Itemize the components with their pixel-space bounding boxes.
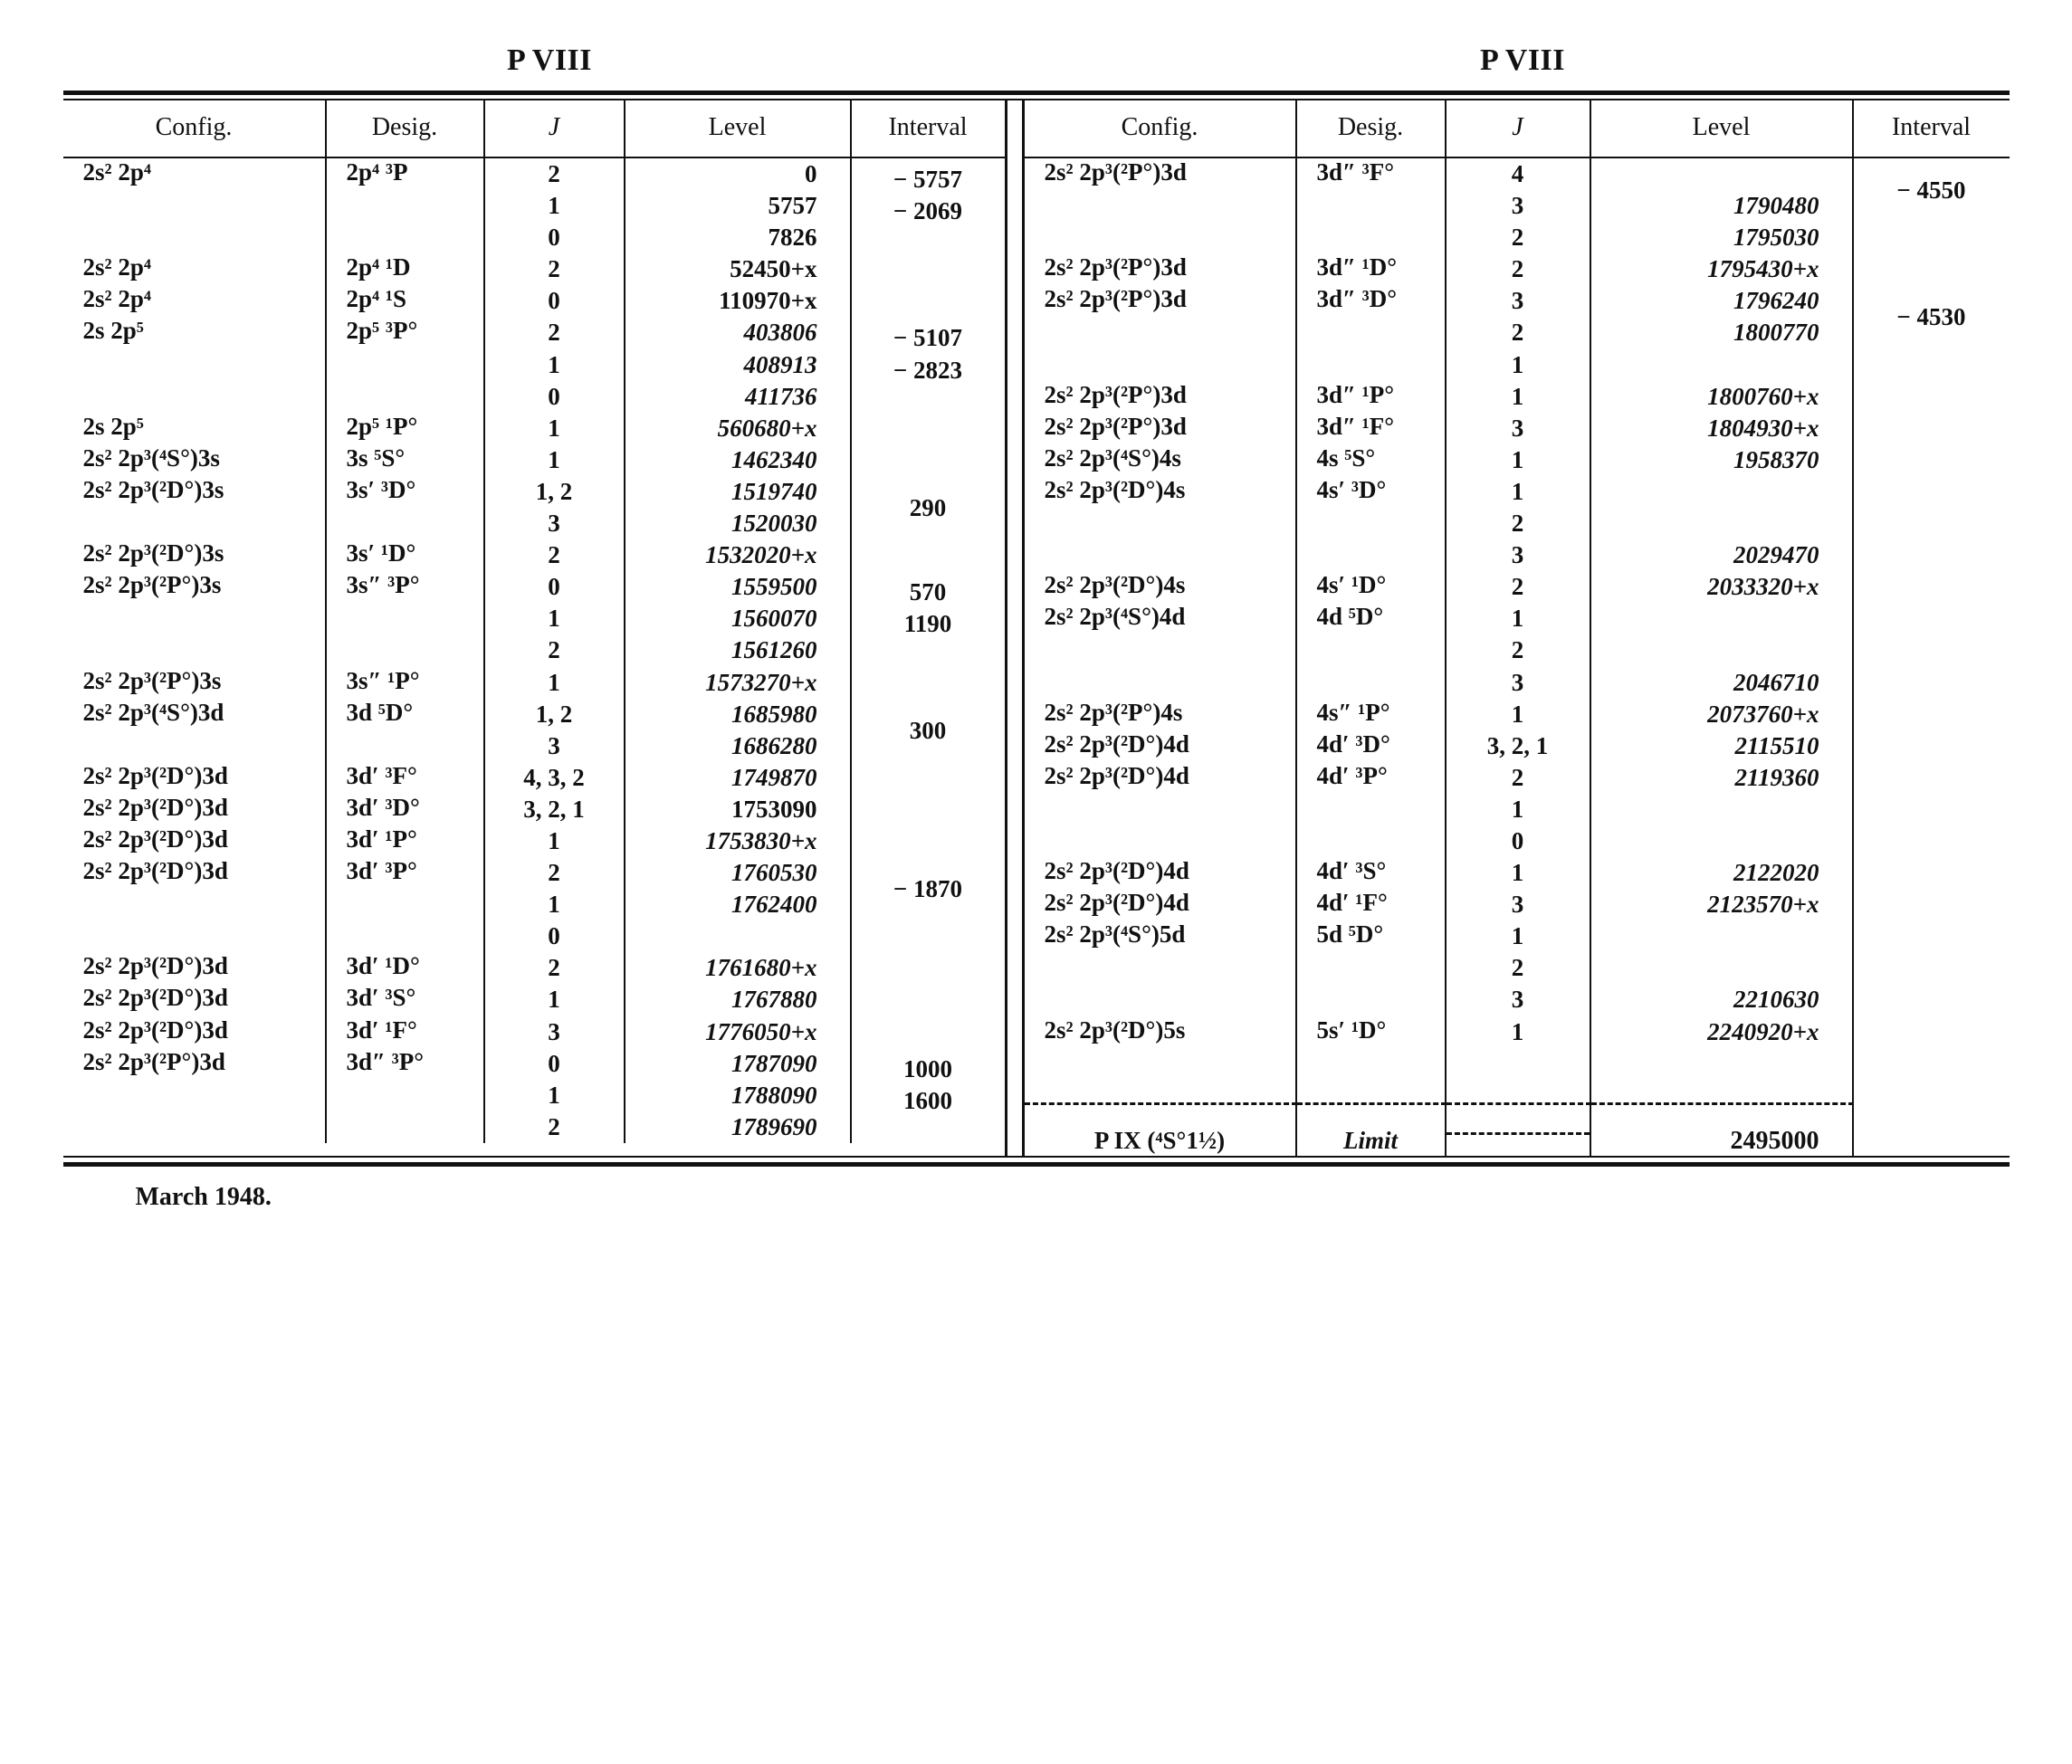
top-rule-thick bbox=[63, 91, 2010, 95]
cell-interval bbox=[851, 762, 1005, 794]
cell-level: 2073760+x bbox=[1590, 699, 1853, 730]
cell-config: 2s² 2p³(²D°)3d bbox=[63, 825, 326, 857]
cell-interval bbox=[1853, 889, 2010, 920]
cell-j: 2 1 0 bbox=[484, 857, 625, 952]
title-left bbox=[63, 43, 1036, 78]
table-row bbox=[1025, 444, 2010, 476]
cell-level: 403806 408913 411736 bbox=[625, 317, 851, 412]
cell-config: 2s² 2p³(⁴S°)3d bbox=[63, 699, 326, 762]
cell-level: 1787090 1788090 1789690 bbox=[625, 1048, 851, 1143]
cell-desig: 4d′ ¹F° bbox=[1296, 889, 1446, 920]
cell-desig: 3d″ ³P° bbox=[326, 1048, 484, 1143]
cell-desig: 3d′ ¹P° bbox=[326, 825, 484, 857]
cell-interval: 290 bbox=[851, 476, 1005, 539]
cell-desig: 3d′ ³D° bbox=[326, 794, 484, 825]
limit-desig: Limit bbox=[1296, 1103, 1446, 1156]
cell-level: 1753830+x bbox=[625, 825, 851, 857]
cell-level: 1532020+x bbox=[625, 539, 851, 571]
cell-desig: 2p⁴ ¹S bbox=[326, 285, 484, 317]
table-row bbox=[1025, 476, 2010, 571]
table-row bbox=[63, 157, 1005, 253]
header-config: Config. bbox=[63, 100, 326, 157]
table-row bbox=[63, 952, 1005, 984]
cell-desig: 4s′ ¹D° bbox=[1296, 571, 1446, 603]
cell-interval bbox=[1853, 1016, 2010, 1048]
cell-interval: − 4530 bbox=[1853, 285, 2010, 380]
footer-date-text: March 1948. bbox=[135, 1182, 272, 1211]
cell-j: 2 bbox=[484, 253, 625, 285]
cell-j: 0 1 2 bbox=[484, 1048, 625, 1143]
cell-j: 1 bbox=[484, 984, 625, 1015]
table-row bbox=[1025, 857, 2010, 889]
cell-config: 2s² 2p³(²P°)3d bbox=[1025, 381, 1296, 413]
table-row bbox=[63, 762, 1005, 794]
cell-interval bbox=[851, 1016, 1005, 1048]
right-table-wrapper bbox=[1025, 100, 2010, 1156]
cell-interval bbox=[851, 413, 1005, 444]
cell-j: 3 2 1 bbox=[1446, 285, 1590, 380]
cell-j: 1 bbox=[484, 825, 625, 857]
cell-config: 2s² 2p³(²D°)4d bbox=[1025, 730, 1296, 762]
cell-j: 1 bbox=[1446, 1016, 1590, 1048]
cell-j: 4, 3, 2 bbox=[484, 762, 625, 794]
header-desig: Desig. bbox=[326, 100, 484, 157]
cell-j: 2 1 0 bbox=[484, 317, 625, 412]
cell-interval bbox=[1853, 730, 2010, 762]
cell-interval bbox=[851, 539, 1005, 571]
cell-config: 2s² 2p³(²D°)4d bbox=[1025, 889, 1296, 920]
cell-interval: − 4550 bbox=[1853, 157, 2010, 253]
cell-j: 1 bbox=[1446, 444, 1590, 476]
left-table-body bbox=[63, 157, 1005, 1143]
cell-level: 2115510 bbox=[1590, 730, 1853, 762]
footer-date bbox=[63, 1167, 2010, 1212]
right-table-body bbox=[1025, 157, 2010, 1156]
table-row bbox=[1025, 253, 2010, 285]
cell-j: 3 bbox=[484, 1016, 625, 1048]
cell-j: 1 bbox=[1446, 699, 1590, 730]
cell-desig: 5s′ ¹D° bbox=[1296, 1016, 1446, 1048]
cell-level: 2119360 bbox=[1590, 762, 1853, 857]
table-row bbox=[1025, 381, 2010, 413]
cell-desig: 2p⁴ ³P bbox=[326, 157, 484, 253]
cell-j: 3, 2, 1 bbox=[1446, 730, 1590, 762]
cell-level: 1559500 1560070 1561260 bbox=[625, 571, 851, 666]
cell-level: 1790480 1795030 bbox=[1590, 157, 1853, 253]
cell-interval: − 5107 − 2823 bbox=[851, 317, 1005, 412]
cell-interval bbox=[851, 444, 1005, 476]
cell-level: 1573270+x bbox=[625, 667, 851, 699]
cell-config: 2s² 2p³(²P°)3s bbox=[63, 667, 326, 699]
cell-j: 1 2 3 bbox=[1446, 603, 1590, 698]
table-row bbox=[63, 444, 1005, 476]
table-row bbox=[1025, 1016, 2010, 1048]
cell-j: 0 bbox=[484, 285, 625, 317]
cell-config: 2s² 2p³(²D°)4d bbox=[1025, 762, 1296, 857]
cell-interval bbox=[851, 253, 1005, 285]
cell-config: 2s² 2p³(⁴S°)4d bbox=[1025, 603, 1296, 698]
cell-desig: 4s″ ¹P° bbox=[1296, 699, 1446, 730]
cell-j: 3 bbox=[1446, 413, 1590, 444]
page-titles bbox=[63, 0, 2010, 78]
cell-config: 2s² 2p³(²D°)3d bbox=[63, 1016, 326, 1048]
cell-config: 2s² 2p³(²D°)4s bbox=[1025, 571, 1296, 603]
cell-interval bbox=[851, 794, 1005, 825]
right-table bbox=[1025, 100, 2010, 1156]
cell-config: 2s² 2p³(²P°)3d bbox=[1025, 157, 1296, 253]
cell-j: 0 1 2 bbox=[484, 571, 625, 666]
cell-desig: 3d″ ¹F° bbox=[1296, 413, 1446, 444]
cell-j: 1 2 3 bbox=[1446, 476, 1590, 571]
cell-interval bbox=[851, 285, 1005, 317]
cell-interval bbox=[851, 984, 1005, 1015]
table-row bbox=[63, 699, 1005, 762]
cell-config: 2s² 2p³(²D°)3d bbox=[63, 794, 326, 825]
header-desig-right: Desig. bbox=[1296, 100, 1446, 157]
table-row bbox=[63, 539, 1005, 571]
header-level-right: Level bbox=[1590, 100, 1853, 157]
cell-interval bbox=[1853, 413, 2010, 444]
table-row bbox=[63, 285, 1005, 317]
cell-interval: − 1870 bbox=[851, 857, 1005, 952]
cell-config: 2s² 2p³(²D°)3d bbox=[63, 857, 326, 952]
cell-interval bbox=[1853, 381, 2010, 413]
title-left-text: P VIII bbox=[506, 43, 593, 77]
cell-j: 1 2 3 bbox=[1446, 920, 1590, 1015]
cell-desig: 4d′ ³S° bbox=[1296, 857, 1446, 889]
cell-interval bbox=[851, 952, 1005, 984]
cell-j: 2 bbox=[484, 952, 625, 984]
cell-level: 2123570+x bbox=[1590, 889, 1853, 920]
cell-level: 2029470 bbox=[1590, 476, 1853, 571]
table-row bbox=[1025, 157, 2010, 253]
cell-desig: 3s′ ³D° bbox=[326, 476, 484, 539]
cell-level: 560680+x bbox=[625, 413, 851, 444]
cell-config: 2s² 2p³(²D°)3d bbox=[63, 952, 326, 984]
cell-level: 1776050+x bbox=[625, 1016, 851, 1048]
tables-container bbox=[63, 100, 2010, 1156]
cell-level: 2240920+x bbox=[1590, 1016, 1853, 1048]
cell-config: 2s² 2p³(²D°)3d bbox=[63, 984, 326, 1015]
cell-level: 2210630 bbox=[1590, 920, 1853, 1015]
cell-j: 2 bbox=[1446, 571, 1590, 603]
cell-level: 2122020 bbox=[1590, 857, 1853, 889]
cell-interval bbox=[1853, 253, 2010, 285]
cell-interval bbox=[851, 667, 1005, 699]
cell-config: 2s² 2p³(²P°)3d bbox=[1025, 413, 1296, 444]
cell-config: 2s² 2p³(²P°)3d bbox=[63, 1048, 326, 1143]
header-interval: Interval bbox=[851, 100, 1005, 157]
cell-interval bbox=[851, 825, 1005, 857]
cell-config: 2s² 2p³(²P°)4s bbox=[1025, 699, 1296, 730]
cell-config: 2s² 2p³(²D°)3s bbox=[63, 539, 326, 571]
bottom-rule-thin bbox=[63, 1156, 2010, 1158]
cell-level: 1804930+x bbox=[1590, 413, 1853, 444]
cell-level: 52450+x bbox=[625, 253, 851, 285]
cell-config: 2s² 2p³(⁴S°)5d bbox=[1025, 920, 1296, 1015]
cell-interval bbox=[1853, 603, 2010, 698]
table-row bbox=[1025, 571, 2010, 603]
title-right bbox=[1036, 43, 2010, 78]
cell-j: 2 1 0 bbox=[1446, 762, 1590, 857]
table-row bbox=[63, 1048, 1005, 1143]
table-row bbox=[1025, 920, 2010, 1015]
cell-j: 1, 2 3 bbox=[484, 476, 625, 539]
cell-config: 2s² 2p³(²P°)3s bbox=[63, 571, 326, 666]
cell-interval bbox=[1853, 699, 2010, 730]
right-table-header-row bbox=[1025, 100, 2010, 157]
table-row bbox=[63, 984, 1005, 1015]
cell-interval bbox=[1853, 571, 2010, 603]
cell-config: 2s² 2p³(²P°)3d bbox=[1025, 253, 1296, 285]
cell-level: 110970+x bbox=[625, 285, 851, 317]
cell-level: 1685980 1686280 bbox=[625, 699, 851, 762]
cell-j: 3 bbox=[1446, 889, 1590, 920]
cell-desig: 3s″ ¹P° bbox=[326, 667, 484, 699]
right-table-spacer bbox=[1025, 1048, 2010, 1104]
cell-j: 1 bbox=[484, 444, 625, 476]
cell-desig: 3d′ ³P° bbox=[326, 857, 484, 952]
table-row bbox=[63, 794, 1005, 825]
table-row bbox=[1025, 413, 2010, 444]
table-row bbox=[63, 253, 1005, 285]
cell-level: 1760530 1762400 bbox=[625, 857, 851, 952]
left-table bbox=[63, 100, 1005, 1143]
cell-config: 2s² 2p³(²D°)5s bbox=[1025, 1016, 1296, 1048]
cell-desig: 4s′ ³D° bbox=[1296, 476, 1446, 571]
cell-config: 2s² 2p³(²P°)3d bbox=[1025, 285, 1296, 380]
cell-desig: 3d ⁵D° bbox=[326, 699, 484, 762]
table-row bbox=[1025, 285, 2010, 380]
cell-level: 0 5757 7826 bbox=[625, 157, 851, 253]
cell-interval bbox=[1853, 920, 2010, 1015]
cell-level: 1753090 bbox=[625, 794, 851, 825]
cell-level: 1796240 1800770 bbox=[1590, 285, 1853, 380]
limit-interval bbox=[1853, 1103, 2010, 1156]
cell-config: 2s² 2p³(²D°)3d bbox=[63, 762, 326, 794]
header-config-right: Config. bbox=[1025, 100, 1296, 157]
cell-desig: 3s ⁵S° bbox=[326, 444, 484, 476]
cell-config: 2s² 2p⁴ bbox=[63, 285, 326, 317]
cell-desig: 3d″ ¹P° bbox=[1296, 381, 1446, 413]
cell-j: 4 3 2 bbox=[1446, 157, 1590, 253]
cell-config: 2s 2p⁵ bbox=[63, 317, 326, 412]
header-j-right: J bbox=[1446, 100, 1590, 157]
cell-level: 1462340 bbox=[625, 444, 851, 476]
cell-level: 1958370 bbox=[1590, 444, 1853, 476]
limit-config: P IX (⁴S°1½) bbox=[1025, 1103, 1296, 1156]
cell-desig: 3d′ ¹D° bbox=[326, 952, 484, 984]
cell-desig: 2p⁵ ³P° bbox=[326, 317, 484, 412]
limit-row bbox=[1025, 1103, 2010, 1156]
cell-desig: 3d′ ¹F° bbox=[326, 1016, 484, 1048]
cell-j: 1 bbox=[484, 667, 625, 699]
header-j: J bbox=[484, 100, 625, 157]
table-row bbox=[1025, 762, 2010, 857]
cell-config: 2s² 2p³(⁴S°)3s bbox=[63, 444, 326, 476]
cell-level: 2046710 bbox=[1590, 603, 1853, 698]
cell-config: 2s 2p⁵ bbox=[63, 413, 326, 444]
cell-level: 1749870 bbox=[625, 762, 851, 794]
cell-desig: 4d′ ³D° bbox=[1296, 730, 1446, 762]
cell-j: 1 bbox=[1446, 381, 1590, 413]
cell-desig: 4d ⁵D° bbox=[1296, 603, 1446, 698]
left-table-wrapper bbox=[63, 100, 1005, 1156]
limit-level: 2495000 bbox=[1590, 1103, 1853, 1156]
left-table-header-row bbox=[63, 100, 1005, 157]
cell-level: 1767880 bbox=[625, 984, 851, 1015]
cell-j: 1, 2 3 bbox=[484, 699, 625, 762]
cell-desig: 3s′ ¹D° bbox=[326, 539, 484, 571]
cell-desig: 3s″ ³P° bbox=[326, 571, 484, 666]
cell-level: 1761680+x bbox=[625, 952, 851, 984]
table-row bbox=[1025, 699, 2010, 730]
cell-interval: 1000 1600 bbox=[851, 1048, 1005, 1143]
cell-interval: 570 1190 bbox=[851, 571, 1005, 666]
cell-level: 1800760+x bbox=[1590, 381, 1853, 413]
cell-interval: 300 bbox=[851, 699, 1005, 762]
limit-j bbox=[1446, 1103, 1590, 1156]
table-row bbox=[63, 825, 1005, 857]
cell-level: 2033320+x bbox=[1590, 571, 1853, 603]
cell-level: 1519740 1520030 bbox=[625, 476, 851, 539]
cell-desig: 5d ⁵D° bbox=[1296, 920, 1446, 1015]
table-row bbox=[1025, 603, 2010, 698]
cell-interval bbox=[1853, 762, 2010, 857]
cell-desig: 3d″ ¹D° bbox=[1296, 253, 1446, 285]
cell-interval bbox=[1853, 857, 2010, 889]
cell-desig: 3d′ ³S° bbox=[326, 984, 484, 1015]
cell-level: 1795430+x bbox=[1590, 253, 1853, 285]
cell-desig: 3d″ ³F° bbox=[1296, 157, 1446, 253]
cell-desig: 3d″ ³D° bbox=[1296, 285, 1446, 380]
cell-desig: 4d′ ³P° bbox=[1296, 762, 1446, 857]
cell-desig: 2p⁴ ¹D bbox=[326, 253, 484, 285]
cell-desig: 3d′ ³F° bbox=[326, 762, 484, 794]
cell-desig: 4s ⁵S° bbox=[1296, 444, 1446, 476]
table-row bbox=[63, 413, 1005, 444]
table-row bbox=[1025, 889, 2010, 920]
cell-config: 2s² 2p³(²D°)4s bbox=[1025, 476, 1296, 571]
cell-j: 2 bbox=[1446, 253, 1590, 285]
table-row bbox=[63, 476, 1005, 539]
cell-j: 1 bbox=[484, 413, 625, 444]
cell-config: 2s² 2p⁴ bbox=[63, 157, 326, 253]
cell-interval bbox=[1853, 444, 2010, 476]
cell-config: 2s² 2p³(²D°)3s bbox=[63, 476, 326, 539]
center-divider bbox=[1005, 100, 1025, 1156]
header-level: Level bbox=[625, 100, 851, 157]
cell-interval bbox=[1853, 476, 2010, 571]
table-row bbox=[1025, 730, 2010, 762]
cell-config: 2s² 2p⁴ bbox=[63, 253, 326, 285]
cell-interval: − 5757 − 2069 bbox=[851, 157, 1005, 253]
cell-j: 1 bbox=[1446, 857, 1590, 889]
cell-config: 2s² 2p³(⁴S°)4s bbox=[1025, 444, 1296, 476]
table-row bbox=[63, 1016, 1005, 1048]
cell-config: 2s² 2p³(²D°)4d bbox=[1025, 857, 1296, 889]
cell-j: 2 1 0 bbox=[484, 157, 625, 253]
cell-desig: 2p⁵ ¹P° bbox=[326, 413, 484, 444]
title-right-text: P VIII bbox=[1479, 43, 1566, 77]
table-row bbox=[63, 317, 1005, 412]
cell-j: 3, 2, 1 bbox=[484, 794, 625, 825]
header-interval-right: Interval bbox=[1853, 100, 2010, 157]
cell-j: 2 bbox=[484, 539, 625, 571]
table-row bbox=[63, 857, 1005, 952]
table-row bbox=[63, 571, 1005, 666]
table-row bbox=[63, 667, 1005, 699]
